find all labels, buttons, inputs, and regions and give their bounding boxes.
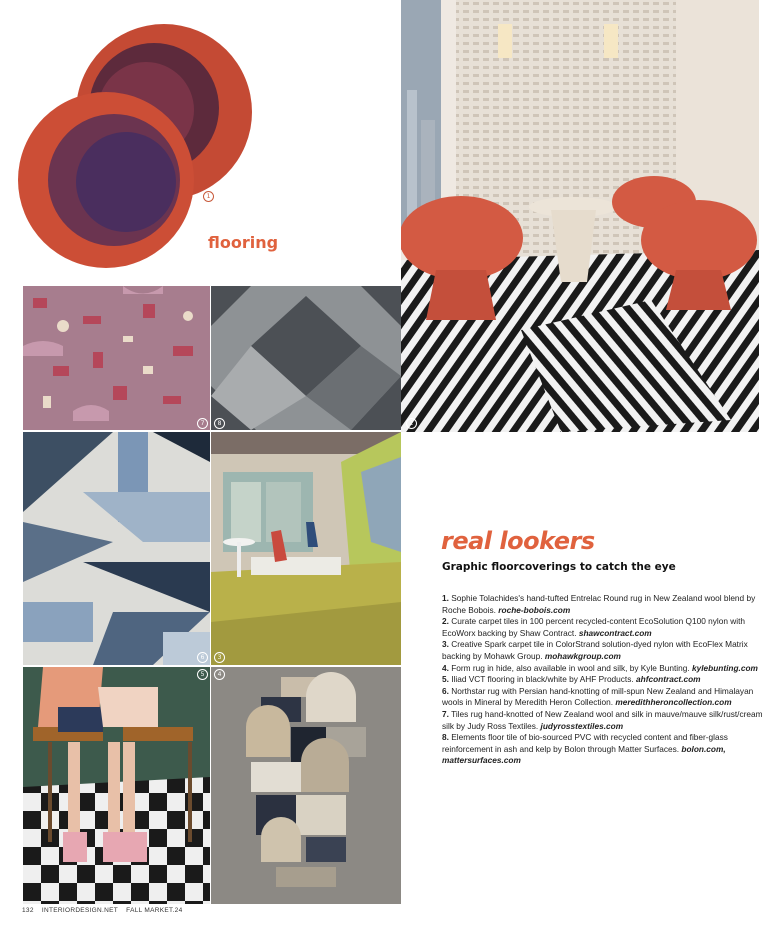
credit-website-link[interactable]: ahfcontract.com [636, 674, 701, 685]
credit-number: 2. [442, 616, 449, 627]
credit-website-link[interactable]: kylebunting.com [691, 662, 758, 673]
credit-item [442, 593, 767, 616]
photo-number-badge: 3 [214, 652, 225, 663]
article-subhead: Graphic floorcoverings to catch the eye [442, 561, 676, 573]
credit-number: 8. [442, 732, 449, 743]
credit-item [442, 674, 767, 686]
credit-number: 4. [442, 662, 449, 673]
checkered-vct-photo [23, 667, 210, 904]
pattern-tiles-rug-photo [23, 286, 210, 430]
credit-text: Tiles rug hand-knotted of New Zealand wool and silk in mauve/mauve silk/rust/cream silk by Judy Ross Textiles. [442, 708, 763, 731]
credit-number: 1. [442, 593, 449, 603]
striped-floor-lounge-photo [401, 0, 759, 432]
credit-website-link[interactable]: roche-bobois.com [498, 604, 571, 615]
credit-item [442, 663, 767, 675]
page-footer [22, 907, 189, 914]
photo-number-badge: 6 [197, 652, 208, 663]
credit-text: Curate carpet tiles in 100 percent recycled-content EcoSolution Q100 nylon with EcoWorx backing by Shaw Contract. [442, 616, 746, 638]
credit-number: 5. [442, 674, 449, 685]
photo-number-badge: 4 [214, 669, 225, 680]
page-number: 132 [22, 907, 34, 914]
credit-item [442, 616, 767, 639]
photo-number-badge: 7 [197, 418, 208, 429]
credit-text: Elements floor tile of bio-sourced PVC with recycled content and fiber-glass reinforcement in ash and kelp by Bolon through Matter Surfaces. [442, 732, 728, 754]
credit-website-link[interactable]: bolon.com, mattersurfaces.com [442, 743, 726, 766]
footer-issue: FALL MARKET.24 [126, 907, 183, 914]
credit-item [442, 732, 767, 767]
credit-text: Form rug in hide, also available in wool and silk, by Kyle Bunting. [451, 662, 690, 673]
photo-number-badge: 5 [197, 669, 208, 680]
credit-item [442, 686, 767, 709]
credit-website-link[interactable]: meredithheroncollection.com [615, 697, 732, 708]
footer-site: INTERIORDESIGN.NET [41, 907, 119, 914]
carpet-lounge-photo [211, 432, 401, 665]
photo-number-badge: 1 [203, 191, 214, 202]
product-credits-list [442, 593, 767, 767]
credit-website-link[interactable]: mohawkgroup.com [544, 650, 621, 661]
section-label: flooring [208, 233, 279, 252]
credit-text: Northstar rug with Persian hand-knotting of mill-spun New Zealand and Himalayan wools in Mineral by Meredith Heron Collection. [442, 685, 754, 708]
hide-rug-photo [211, 667, 401, 904]
checker-carpet-tiles-photo [211, 286, 401, 430]
photo-number-badge: 2 [406, 418, 417, 429]
credit-number: 3. [442, 639, 449, 650]
credit-text: Sophie Tolachides's hand-tufted Entrelac Round rug in New Zealand wool blend by Roche Bobois. [442, 593, 756, 615]
credit-item [442, 639, 767, 662]
credit-number: 7. [442, 708, 449, 719]
credit-text: Iliad VCT flooring in black/white by AHF Products. [451, 674, 634, 685]
geometric-rug-photo [23, 432, 210, 665]
credit-website-link[interactable]: shawcontract.com [578, 627, 652, 638]
credit-number: 6. [442, 685, 449, 696]
credit-website-link[interactable]: judyrosstextiles.com [540, 720, 624, 731]
credit-item [442, 709, 767, 732]
photo-number-badge: 8 [214, 418, 225, 429]
credit-text: Creative Spark carpet tile in ColorStrand solution-dyed nylon with EcoFlex Matrix backing by Mohawk Group. [442, 639, 748, 661]
article-headline: real lookers [441, 527, 595, 555]
